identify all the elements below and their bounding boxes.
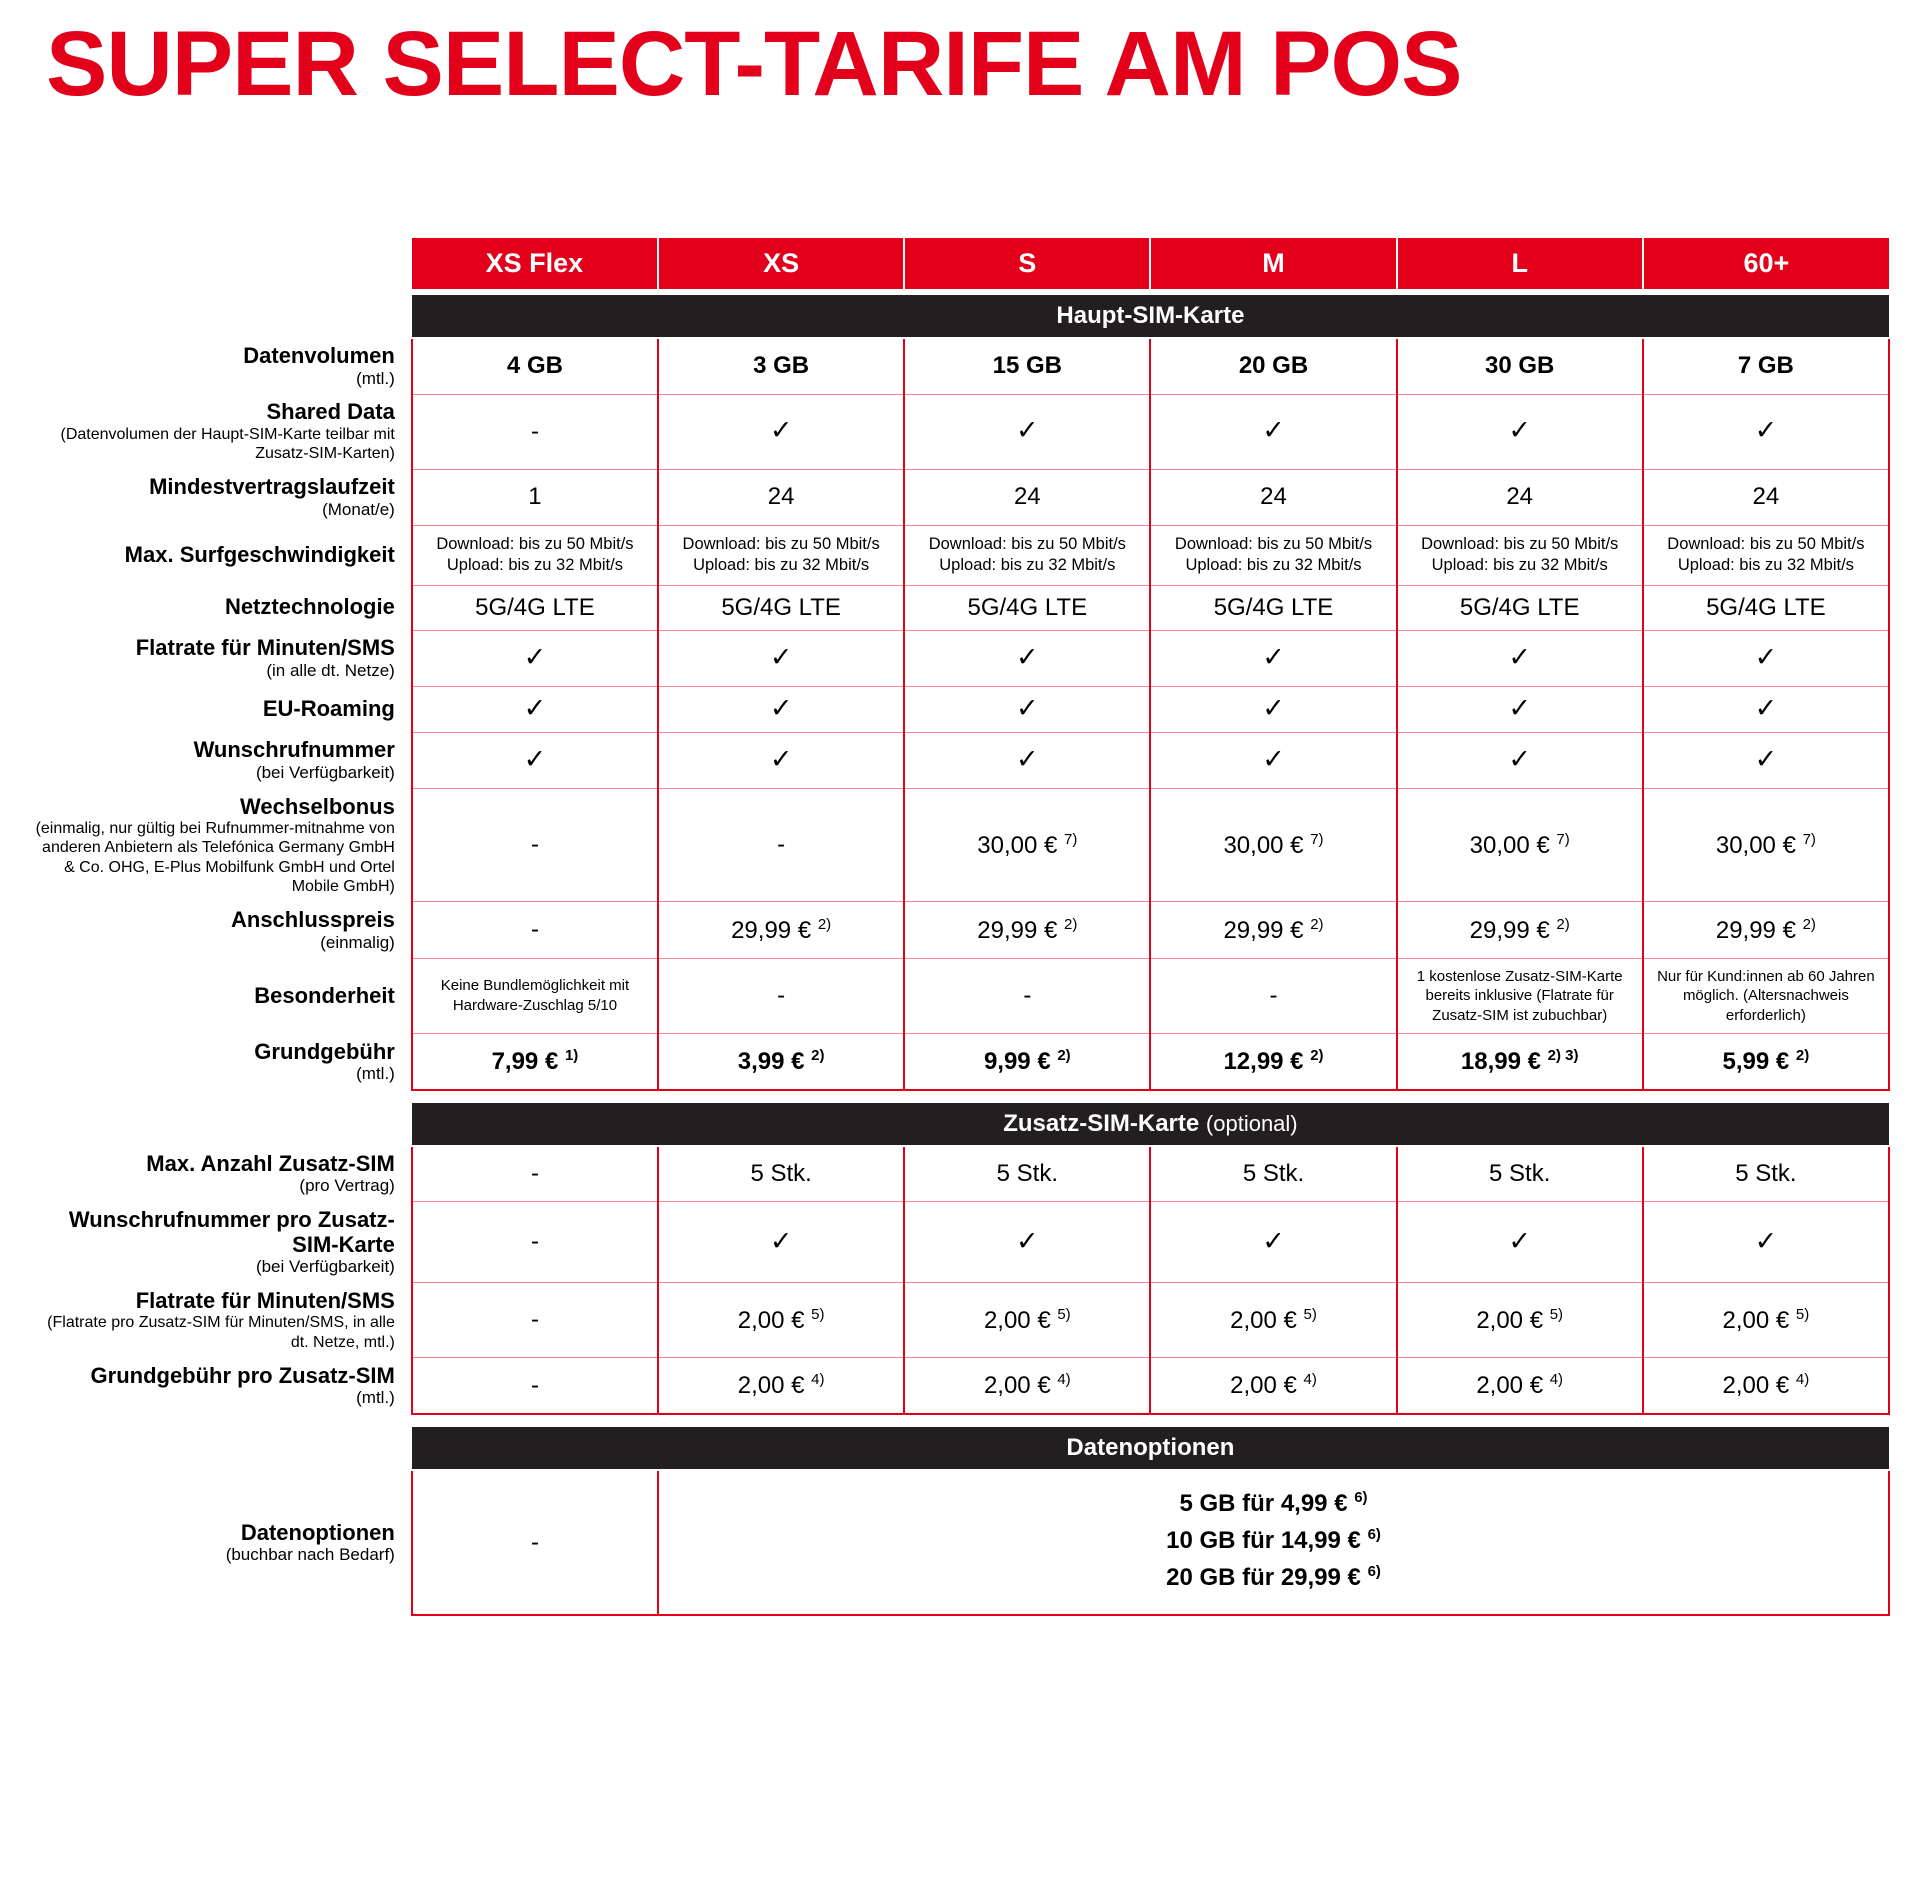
table-cell: 2,00 € $^{4)}$ [1643, 1358, 1889, 1414]
table-cell: Download: bis zu 50 Mbit/s Upload: bis zu 32 Mbit/s [658, 525, 904, 585]
row-label-main: Grundgebühr [254, 1038, 395, 1064]
table-cell: 30,00 € $^{7)}$ [904, 789, 1150, 902]
row-label-main: Max. Anzahl Zusatz-SIM [146, 1150, 395, 1176]
table-cell: Download: bis zu 50 Mbit/s Upload: bis zu 32 Mbit/s [1150, 525, 1396, 585]
table-cell: 5 Stk. [1397, 1146, 1643, 1202]
row-label-sub: (bei Verfügbarkeit) [255, 763, 395, 783]
row-label-main: Grundgebühr pro Zusatz-SIM [90, 1362, 395, 1388]
section-bar-row [30, 1100, 1889, 1146]
table-cell: ✓ [904, 732, 1150, 788]
table-cell: 2,00 € $^{5)}$ [1643, 1283, 1889, 1358]
section-header-data-options: Datenoptionen [412, 1424, 1889, 1470]
table-cell: ✓ [1643, 1202, 1889, 1283]
row-label [30, 958, 412, 1034]
table-cell: 30,00 € $^{7)}$ [1150, 789, 1396, 902]
row-label [30, 1283, 412, 1358]
row-label-sub: (Flatrate pro Zusatz-SIM für Minuten/SMS, in alle dt. Netze, mtl.) [47, 1314, 395, 1351]
table-cell: 5G/4G LTE [1150, 585, 1396, 630]
table-cell: ✓ [658, 394, 904, 469]
section-header-main-sim: Haupt-SIM-Karte [412, 292, 1889, 338]
table-cell: 5G/4G LTE [904, 585, 1150, 630]
table-cell: ✓ [1643, 732, 1889, 788]
table-cell: 9,99 € $^{2)}$ [904, 1034, 1150, 1090]
table-cell: 18,99 € $^{2) 3)}$ [1397, 1034, 1643, 1090]
table-cell: 24 [658, 469, 904, 525]
row-label-main: Flatrate für Minuten/SMS [135, 635, 395, 661]
row-label [30, 789, 412, 902]
row-label-sub: (einmalig, nur gültig bei Rufnummer-mitnahme von anderen Anbietern als Telefónica Germany GmbH & Co. OHG, E-Plus Mobilfunk GmbH und Ortel Mobile GmbH) [35, 820, 395, 895]
table-cell: ✓ [904, 1202, 1150, 1283]
row-label [30, 732, 412, 788]
table-cell: 29,99 € $^{2)}$ [1643, 902, 1889, 958]
table-row [30, 1034, 1889, 1090]
row-label [30, 1146, 412, 1202]
tariff-table-container [0, 238, 1920, 1616]
table-cell: 2,00 € $^{5)}$ [658, 1283, 904, 1358]
row-label [30, 469, 412, 525]
table-cell: 15 GB [904, 338, 1150, 394]
table-cell: 5 Stk. [1643, 1146, 1889, 1202]
table-cell: 20 GB [1150, 338, 1396, 394]
table-cell: ✓ [1397, 630, 1643, 686]
table-row [30, 1202, 1889, 1283]
table-row [30, 525, 1889, 585]
row-label-main: Datenoptionen [240, 1519, 395, 1545]
table-cell: - [412, 1283, 658, 1358]
table-cell: ✓ [1150, 630, 1396, 686]
row-label [30, 902, 412, 958]
table-cell: ✓ [658, 686, 904, 732]
table-row [30, 338, 1889, 394]
table-row [30, 469, 1889, 525]
table-cell: ✓ [1150, 732, 1396, 788]
row-label [30, 525, 412, 585]
table-row [30, 394, 1889, 469]
section-bar-row [30, 1424, 1889, 1470]
table-cell: ✓ [1150, 686, 1396, 732]
table-cell: - [412, 394, 658, 469]
table-cell: - [658, 789, 904, 902]
table-cell: Download: bis zu 50 Mbit/s Upload: bis zu 32 Mbit/s [412, 525, 658, 585]
row-label-main: Besonderheit [254, 982, 395, 1008]
table-cell: 1 kostenlose Zusatz-SIM-Karte bereits inklusive (Flatrate für Zusatz-SIM ist zubuchbar) [1397, 958, 1643, 1034]
table-cell: 24 [904, 469, 1150, 525]
row-label [30, 1470, 412, 1616]
table-cell: - [658, 958, 904, 1034]
table-row [30, 630, 1889, 686]
row-label-main: Anschlusspreis [231, 906, 395, 932]
row-label [30, 1202, 412, 1283]
table-cell: Nur für Kund:innen ab 60 Jahren möglich. (Altersnachweis erforderlich) [1643, 958, 1889, 1034]
table-cell: ✓ [412, 630, 658, 686]
table-cell: - [412, 789, 658, 902]
row-label-main: Wechselbonus [239, 793, 395, 819]
plan-header-l[interactable]: L [1397, 238, 1643, 292]
table-cell: 2,00 € $^{5)}$ [1397, 1283, 1643, 1358]
row-label-sub: (in alle dt. Netze) [266, 660, 395, 680]
table-row [30, 686, 1889, 732]
table-cell: 1 [412, 469, 658, 525]
table-cell: - [412, 902, 658, 958]
table-cell: ✓ [1643, 686, 1889, 732]
table-cell: ✓ [1643, 630, 1889, 686]
table-cell: ✓ [658, 1202, 904, 1283]
table-cell: ✓ [1150, 394, 1396, 469]
table-cell: 3,99 € $^{2)}$ [658, 1034, 904, 1090]
table-cell: 5,99 € $^{2)}$ [1643, 1034, 1889, 1090]
table-cell: ✓ [1643, 394, 1889, 469]
table-cell: - [412, 1202, 658, 1283]
table-row [30, 1470, 1889, 1616]
table-cell: Keine Bundlemöglichkeit mit Hardware-Zuschlag 5/10 [412, 958, 658, 1034]
page-title: SUPER SELECT-TARIFE AM POS [46, 13, 1462, 115]
table-cell: - [904, 958, 1150, 1034]
row-label [30, 585, 412, 630]
plan-header-xs[interactable]: XS [658, 238, 904, 292]
table-row [30, 1358, 1889, 1414]
table-cell: 24 [1150, 469, 1396, 525]
table-cell: 2,00 € $^{4)}$ [658, 1358, 904, 1414]
table-cell: 5G/4G LTE [1643, 585, 1889, 630]
table-cell: 2,00 € $^{4)}$ [1397, 1358, 1643, 1414]
table-cell: ✓ [904, 394, 1150, 469]
row-label-sub: (mtl.) [356, 1388, 395, 1408]
row-label [30, 686, 412, 732]
table-cell: 30,00 € $^{7)}$ [1643, 789, 1889, 902]
row-label-sub: (Datenvolumen der Haupt-SIM-Karte teilbar mit Zusatz-SIM-Karten) [60, 425, 395, 462]
table-cell: 5 Stk. [658, 1146, 904, 1202]
table-cell: ✓ [1397, 394, 1643, 469]
row-label-sub: (buchbar nach Bedarf) [225, 1545, 395, 1565]
table-row [30, 732, 1889, 788]
row-label-main: Mindestvertragslaufzeit [149, 474, 395, 500]
table-row [30, 958, 1889, 1034]
row-label [30, 338, 412, 394]
plan-header-s[interactable]: S [904, 238, 1150, 292]
table-cell: - [412, 1358, 658, 1414]
table-cell: 12,99 € $^{2)}$ [1150, 1034, 1396, 1090]
row-label-main: Wunschrufnummer [193, 737, 395, 763]
row-label [30, 394, 412, 469]
row-label-sub: (mtl.) [356, 368, 395, 388]
row-label-sub: (einmalig) [320, 932, 395, 952]
table-cell: 4 GB [412, 338, 658, 394]
row-label-sub: (mtl.) [356, 1064, 395, 1084]
table-cell: 29,99 € $^{2)}$ [904, 902, 1150, 958]
table-cell: Download: bis zu 50 Mbit/s Upload: bis zu 32 Mbit/s [1643, 525, 1889, 585]
table-cell: Download: bis zu 50 Mbit/s Upload: bis zu 32 Mbit/s [1397, 525, 1643, 585]
table-cell: 2,00 € $^{5)}$ [904, 1283, 1150, 1358]
table-cell: 29,99 € $^{2)}$ [1397, 902, 1643, 958]
table-cell: ✓ [904, 686, 1150, 732]
table-cell: Download: bis zu 50 Mbit/s Upload: bis zu 32 Mbit/s [904, 525, 1150, 585]
table-cell: 30,00 € $^{7)}$ [1397, 789, 1643, 902]
table-row [30, 1283, 1889, 1358]
row-label-main: Max. Surfgeschwindigkeit [124, 541, 395, 567]
table-cell: 7 GB [1643, 338, 1889, 394]
table-cell: - [412, 1470, 658, 1616]
table-cell: ✓ [904, 630, 1150, 686]
table-cell: - [1150, 958, 1396, 1034]
plan-header-row [30, 238, 1889, 292]
table-cell: 2,00 € $^{4)}$ [904, 1358, 1150, 1414]
table-cell: 24 [1643, 469, 1889, 525]
table-row [30, 789, 1889, 902]
table-cell: ✓ [412, 686, 658, 732]
table-cell: 2,00 € $^{5)}$ [1150, 1283, 1396, 1358]
table-cell: 5G/4G LTE [1397, 585, 1643, 630]
table-cell: ✓ [658, 630, 904, 686]
table-cell: 5G/4G LTE [412, 585, 658, 630]
table-cell: 24 [1397, 469, 1643, 525]
table-cell: 7,99 € $^{1)}$ [412, 1034, 658, 1090]
table-cell: ✓ [658, 732, 904, 788]
table-cell: 5G/4G LTE [658, 585, 904, 630]
row-label [30, 1358, 412, 1414]
row-label-main: Datenvolumen [243, 343, 395, 368]
plan-header-xs-flex[interactable]: XS Flex [412, 238, 658, 292]
table-cell: ✓ [1397, 732, 1643, 788]
row-label-main: Flatrate für Minuten/SMS [135, 1287, 395, 1313]
row-label-sub: (bei Verfügbarkeit) [255, 1257, 395, 1277]
row-label-main: Shared Data [266, 399, 395, 425]
table-row [30, 585, 1889, 630]
table-cell: ✓ [1397, 1202, 1643, 1283]
row-label-sub: (pro Vertrag) [299, 1176, 395, 1196]
table-cell: 3 GB [658, 338, 904, 394]
table-cell: ✓ [412, 732, 658, 788]
table-cell: ✓ [1150, 1202, 1396, 1283]
section-header-extra-sim: Zusatz-SIM-Karte (optional) [412, 1100, 1889, 1146]
table-cell: 29,99 € $^{2)}$ [1150, 902, 1396, 958]
header-spacer [30, 238, 412, 292]
table-row [30, 1146, 1889, 1202]
table-cell: - [412, 1146, 658, 1202]
table-cell: 5 Stk. [904, 1146, 1150, 1202]
table-cell: 5 Stk. [1150, 1146, 1396, 1202]
data-options-cell: 5 GB für 4,99 € $^{6)}$ 10 GB für 14,99 € $^{6)}$ 20 GB für 29,99 € $^{6)}$ [658, 1470, 1889, 1616]
plan-header-60-[interactable]: 60+ [1643, 238, 1889, 292]
table-cell: ✓ [1397, 686, 1643, 732]
section-bar-row [30, 292, 1889, 338]
row-label [30, 1034, 412, 1090]
row-label-main: Wunschrufnummer pro Zusatz-SIM-Karte [68, 1206, 395, 1257]
table-cell: 29,99 € $^{2)}$ [658, 902, 904, 958]
plan-header-m[interactable]: M [1150, 238, 1396, 292]
row-label-sub: (Monat/e) [322, 499, 395, 519]
table-cell: 2,00 € $^{4)}$ [1150, 1358, 1396, 1414]
tariff-table [30, 238, 1890, 1616]
table-row [30, 902, 1889, 958]
row-label-main: Netztechnologie [224, 594, 395, 620]
table-cell: 30 GB [1397, 338, 1643, 394]
row-label-main: EU-Roaming [262, 696, 395, 722]
row-label [30, 630, 412, 686]
